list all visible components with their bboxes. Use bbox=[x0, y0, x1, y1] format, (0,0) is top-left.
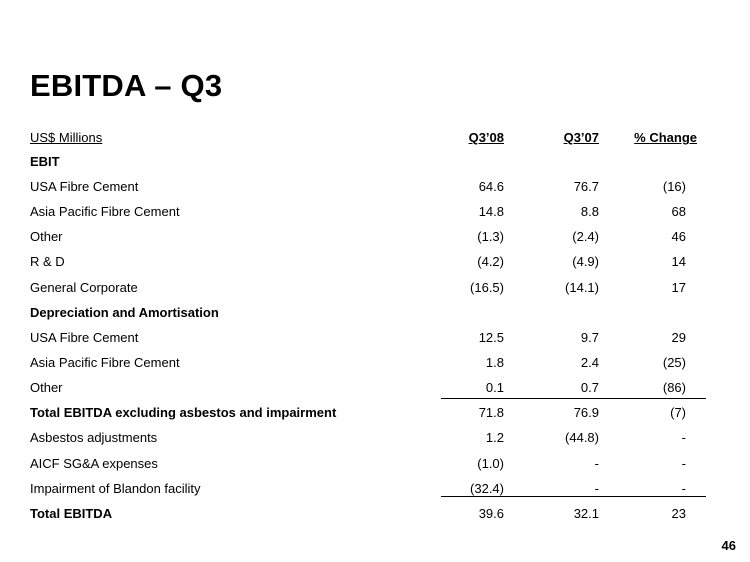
table-row bbox=[0, 481, 750, 501]
row-label: AICF SG&A expenses bbox=[30, 456, 158, 471]
row-label: Asbestos adjustments bbox=[30, 430, 158, 445]
table-row-section bbox=[0, 154, 750, 174]
cell-q3-07: (14.1) bbox=[565, 280, 599, 295]
cell-q3-07: 76.7 bbox=[573, 179, 599, 194]
cell-q3-08: 0.1 bbox=[485, 380, 504, 395]
header-q3-08: Q3’08 bbox=[468, 130, 504, 145]
row-label: Total EBITDA bbox=[30, 506, 113, 521]
table-row bbox=[0, 179, 750, 199]
cell-q3-08: (1.0) bbox=[477, 456, 504, 471]
cell-q3-07: 0.7 bbox=[580, 380, 599, 395]
row-label: Other bbox=[30, 380, 63, 395]
page-number: 46 bbox=[721, 538, 736, 553]
cell-q3-07: (44.8) bbox=[565, 430, 599, 445]
table-row bbox=[0, 229, 750, 249]
cell-pct-change: 68 bbox=[671, 204, 686, 219]
cell-q3-07: (4.9) bbox=[572, 254, 599, 269]
cell-pct-change: 29 bbox=[671, 330, 686, 345]
row-label: Impairment of Blandon facility bbox=[30, 481, 201, 496]
cell-q3-07: - bbox=[594, 456, 599, 471]
cell-q3-07: 2.4 bbox=[580, 355, 599, 370]
table-row bbox=[0, 280, 750, 300]
row-label: Asia Pacific Fibre Cement bbox=[30, 355, 180, 370]
header-units: US$ Millions bbox=[30, 130, 103, 145]
row-label: Depreciation and Amortisation bbox=[30, 305, 219, 320]
cell-q3-08: 1.2 bbox=[485, 430, 504, 445]
table-row bbox=[0, 355, 750, 375]
cell-q3-07: 32.1 bbox=[573, 506, 599, 521]
cell-pct-change: - bbox=[681, 481, 686, 496]
cell-q3-08: (1.3) bbox=[477, 229, 504, 244]
row-label: Other bbox=[30, 229, 63, 244]
header-q3-07: Q3’07 bbox=[563, 130, 599, 145]
cell-q3-08: 39.6 bbox=[478, 506, 504, 521]
table-row bbox=[0, 456, 750, 476]
table-row-subtotal bbox=[0, 405, 750, 425]
table-row bbox=[0, 430, 750, 450]
cell-pct-change: - bbox=[681, 430, 686, 445]
cell-q3-08: 1.8 bbox=[485, 355, 504, 370]
row-label: Asia Pacific Fibre Cement bbox=[30, 204, 180, 219]
cell-q3-07: (2.4) bbox=[572, 229, 599, 244]
cell-q3-07: 76.9 bbox=[573, 405, 599, 420]
cell-q3-08: (32.4) bbox=[470, 481, 504, 496]
table-row bbox=[0, 254, 750, 274]
cell-q3-08: (16.5) bbox=[470, 280, 504, 295]
row-label: EBIT bbox=[30, 154, 60, 169]
cell-q3-08: 71.8 bbox=[478, 405, 504, 420]
slide-title: EBITDA – Q3 bbox=[30, 68, 223, 103]
cell-pct-change: - bbox=[681, 456, 686, 471]
cell-pct-change: 23 bbox=[671, 506, 686, 521]
row-label: USA Fibre Cement bbox=[30, 330, 139, 345]
cell-pct-change: (86) bbox=[662, 380, 686, 395]
row-label: R & D bbox=[30, 254, 65, 269]
table-row-section bbox=[0, 305, 750, 325]
row-label: General Corporate bbox=[30, 280, 138, 295]
header-pct-change: % Change bbox=[634, 130, 697, 145]
cell-q3-07: - bbox=[594, 481, 599, 496]
cell-pct-change: (25) bbox=[662, 355, 686, 370]
row-label: USA Fibre Cement bbox=[30, 179, 139, 194]
row-label: Total EBITDA excluding asbestos and impairment bbox=[30, 405, 337, 420]
table-row bbox=[0, 204, 750, 224]
cell-q3-08: 12.5 bbox=[478, 330, 504, 345]
cell-pct-change: (16) bbox=[662, 179, 686, 194]
cell-q3-08: 64.6 bbox=[478, 179, 504, 194]
cell-pct-change: 17 bbox=[671, 280, 686, 295]
total-rule bbox=[441, 496, 706, 497]
cell-q3-07: 8.8 bbox=[580, 204, 599, 219]
cell-q3-08: (4.2) bbox=[477, 254, 504, 269]
cell-q3-08: 14.8 bbox=[478, 204, 504, 219]
cell-pct-change: 14 bbox=[671, 254, 686, 269]
cell-pct-change: 46 bbox=[671, 229, 686, 244]
subtotal-rule bbox=[441, 398, 706, 399]
table-row bbox=[0, 330, 750, 350]
table-row bbox=[0, 380, 750, 400]
table-row-total bbox=[0, 506, 750, 526]
cell-pct-change: (7) bbox=[670, 405, 686, 420]
cell-q3-07: 9.7 bbox=[580, 330, 599, 345]
